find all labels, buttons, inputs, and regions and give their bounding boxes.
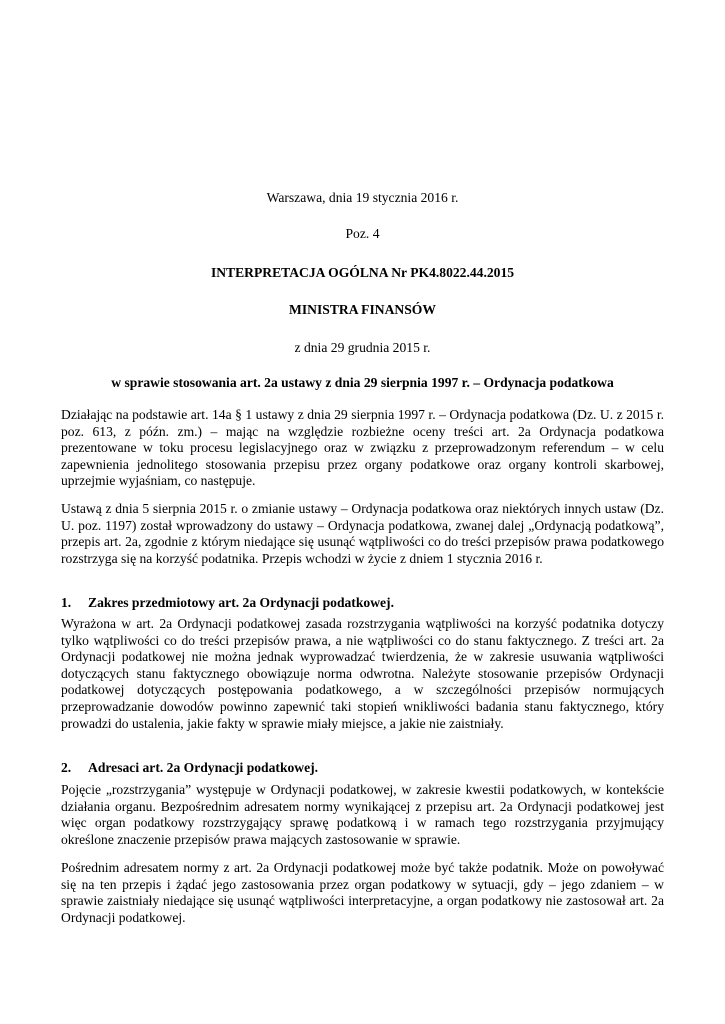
position-number: Poz. 4 (345, 226, 380, 241)
section-heading (61, 760, 664, 776)
section-number: 2. (61, 760, 72, 775)
intro-paragraph: Ustawą z dnia 5 sierpnia 2015 r. o zmianie ustawy – Ordynacja podatkowa oraz niektórych innych ustaw (Dz. U. poz. 1197) został wprowadzony do ustawy – Ordynacja podatkowa, zwanej dalej „Ordynacją podatkową”, przepis art. 2a, zgodnie z którym niedające się usunąć wątpliwości co do treści przepisów prawa podatkowego rozstrzyga się na korzyść podatnika. Przepis wchodzi w życie z dniem 1 stycznia 2016 r. (61, 501, 664, 566)
section-paragraph: Wyrażona w art. 2a Ordynacji podatkowej zasada rozstrzygania wątpliwości na korzyść podatnika dotyczy tylko wątpliwości co do treści przepisów prawa, a nie wątpliwości co do stanu faktycznego. Z treści art. 2a Ordynacji podatkowej nie można jednak wyprowadzać twierdzenia, że w zakresie usuwania wątpliwości dotyczących stanu faktycznego obowiązuje norma odwrotna. Należyte stosowanie przepisów Ordynacji podatkowej dotyczących postępowania podatkowego, a w szczególności przepisów normujących przeprowadzanie dowodów powinno zapewnić taki stopień wnikliwości badania stanu faktycznego, który prowadzi do ustalenia, jakie fakty w sprawie miały miejsce, a jakie nie zaistniały. (61, 616, 664, 731)
section-title: Zakres przedmiotowy art. 2a Ordynacji podatkowej. (88, 595, 394, 610)
section-number: 1. (61, 595, 72, 610)
section-title: Adresaci art. 2a Ordynacji podatkowej. (88, 760, 319, 775)
intro-paragraph: Działając na podstawie art. 14a § 1 ustawy z dnia 29 sierpnia 1997 r. – Ordynacja podatkowa (Dz. U. z 2015 r. poz. 613, z późn. zm.) – mając na względzie rozbieżne oceny treści art. 2a Ordynacja podatkowa prezentowane w toku procesu legislacyjnego oraz w związku z przeprowadzonym referendum – w celu zapewnienia jednolitego stosowania przepisu przez organy podatkowe oraz organy kontroli skarbowej, uprzejmie wyjaśniam, co następuje. (61, 407, 664, 489)
section-paragraph: Pośrednim adresatem normy z art. 2a Ordynacji podatkowej może być także podatnik. Może on powoływać się na ten przepis i żądać jego zastosowania przez organ podatkowy w sytuacji, gdy – jego zdaniem – w sprawie zaistniały niedające się usunąć wątpliwości interpretacyjne, a organ podatkowy nie zastosował art. 2a Ordynacji podatkowej. (61, 860, 664, 925)
issue-date: z dnia 29 grudnia 2015 r. (294, 340, 431, 355)
section-heading (61, 595, 664, 611)
subject: w sprawie stosowania art. 2a ustawy z dnia 29 sierpnia 1997 r. – Ordynacja podatkowa (111, 375, 614, 390)
date-place: Warszawa, dnia 19 stycznia 2016 r. (266, 190, 459, 205)
issuer: MINISTRA FINANSÓW (289, 302, 436, 317)
document-title: INTERPRETACJA OGÓLNA Nr PK4.8022.44.2015 (210, 265, 515, 280)
section-paragraph: Pojęcie „rozstrzygania” występuje w Ordynacji podatkowej, w zakresie kwestii podatkowych, w kontekście działania organu. Bezpośrednim adresatem normy wynikającej z przepisu art. 2a Ordynacji podatkowej jest więc organ podatkowy rozstrzygający sprawę podatkową i w ramach tego rozstrzygania przyjmujący określone znaczenie przepisów prawa mających zastosowanie w sprawie. (61, 782, 664, 847)
